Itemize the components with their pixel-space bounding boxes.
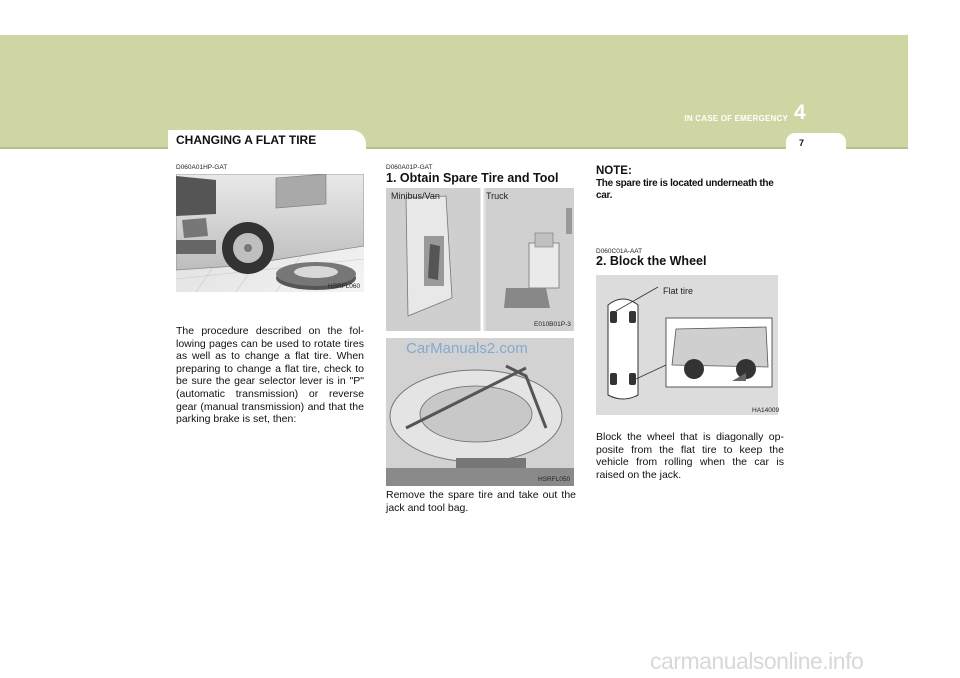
spare-tire-removal-figure bbox=[386, 338, 574, 486]
spare-tire-well-illustration bbox=[386, 338, 574, 486]
flat-tire-figure bbox=[176, 174, 364, 292]
van-with-spare-illustration bbox=[176, 174, 364, 292]
middle-section-code: D060A01P-GAT bbox=[386, 164, 433, 171]
truck-label: Truck bbox=[486, 191, 509, 201]
storage-compartment-illustration bbox=[386, 188, 574, 331]
header-band bbox=[0, 35, 908, 148]
note-heading: NOTE: bbox=[596, 165, 632, 177]
page-number: 7 bbox=[799, 138, 805, 148]
middle-figure1-code: E010B01P-3 bbox=[534, 321, 571, 328]
left-figure-code: HSRFL060 bbox=[328, 283, 361, 290]
flat-tire-label: Flat tire bbox=[663, 286, 694, 296]
spare-tire-location-figure bbox=[386, 188, 574, 331]
page-title: CHANGING A FLAT TIRE bbox=[176, 133, 317, 147]
middle-heading: 1. Obtain Spare Tire and Tool bbox=[386, 171, 559, 185]
left-section-code: D060A01HP-GAT bbox=[176, 164, 228, 171]
wheel-block-diagram bbox=[596, 275, 778, 415]
page-number-tab bbox=[786, 133, 846, 151]
chapter-number: 4 bbox=[794, 101, 806, 124]
right-heading: 2. Block the Wheel bbox=[596, 254, 707, 268]
block-wheel-figure bbox=[596, 275, 778, 415]
middle-figure2-code: HSRFL050 bbox=[538, 476, 571, 483]
left-body-text: The procedure described on the fol-lowing pages can be used to rotate tires as well as to change a flat tire. When preparing to change a flat tire, check to be sure the gear selector lever is in "P" (automatic transmission) or reverse gear (manual transmission) and that the parking brake is set, then: bbox=[176, 325, 364, 426]
section-title: IN CASE OF EMERGENCY bbox=[684, 114, 788, 123]
right-body-text: Block the wheel that is diagonally op-posite from the flat tire to keep the vehicle from rolling when the car is raised on the jack. bbox=[596, 431, 784, 481]
watermark-text: CarManuals2.com bbox=[406, 340, 528, 357]
right-figure-code: HA14009 bbox=[752, 407, 780, 414]
note-body: The spare tire is located underneath the car. bbox=[596, 178, 774, 201]
footer-watermark: carmanualsonline.info bbox=[650, 648, 864, 674]
middle-body-text: Remove the spare tire and take out the jack and tool bag. bbox=[386, 489, 576, 514]
right-section-code: D060C01A-AAT bbox=[596, 248, 643, 255]
minibus-van-label: Minibus/Van bbox=[391, 191, 440, 201]
header-band-shadow bbox=[0, 147, 908, 149]
